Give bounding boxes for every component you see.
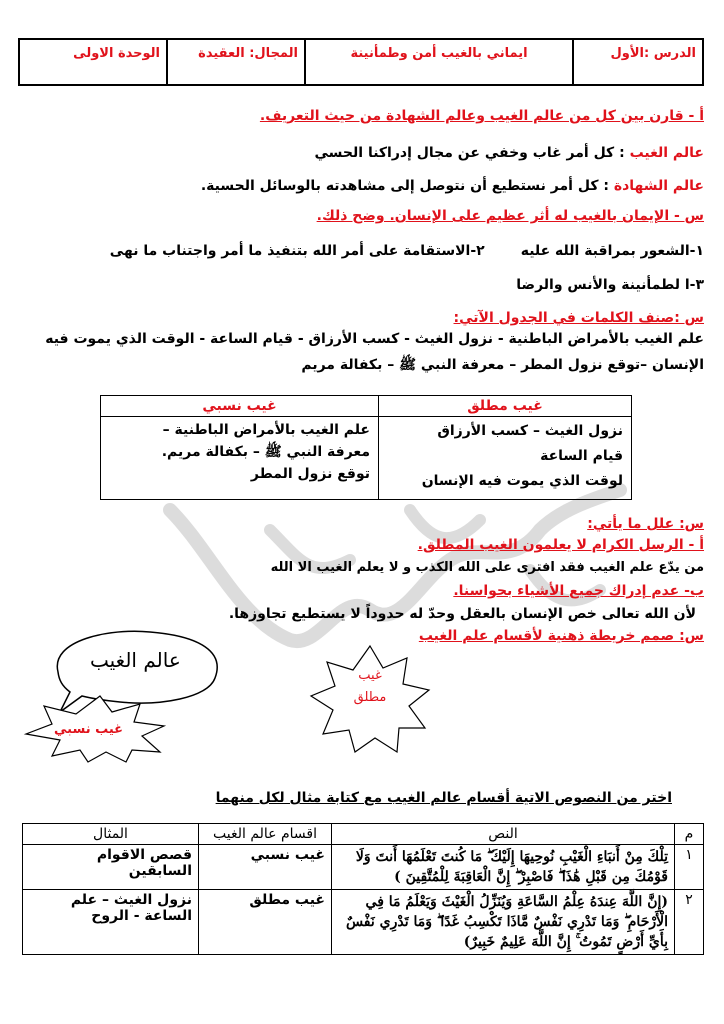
- effect-2: ٢-الاستقامة على أمر الله بتنفيذ ما أمر واجتناب ما نهى: [109, 243, 485, 259]
- q4-a-label: أ - الرسل الكرام لا يعلمون الغيب المطلق.: [417, 537, 704, 553]
- relative-ghayb-header: غيب نسبي: [101, 396, 379, 417]
- table-row: [23, 845, 704, 890]
- col-type-header: اقسام عالم الغيب: [199, 824, 332, 845]
- row-example: نزول الغيث – علم الساعة - الروح: [23, 890, 199, 955]
- absolute-ghayb-header: غيب مطلق: [379, 396, 632, 417]
- lesson-header: [18, 38, 704, 86]
- q2-row-1: [110, 243, 704, 259]
- shahada-label: عالم الشهادة: [613, 178, 704, 194]
- q3-question: س :صنف الكلمات في الجدول الآتي:: [453, 310, 704, 326]
- effect-3: ٣-ا لطمأنينة والأنس والرضا: [516, 277, 704, 293]
- col-number-header: م: [675, 824, 704, 845]
- col-text-header: النص: [332, 824, 675, 845]
- q3-words-line-1: علم الغيب بالأمراض الباطنية - نزول الغيث - كسب الأرزاق - قيام الساعة - الوقت الذي يموت فيه: [45, 331, 704, 347]
- row-text: تِلْكَ مِنْ أَنبَاءِ الْغَيْبِ نُوحِيهَا إِلَيْكَ ۖ مَا كُنتَ تَعْلَمُهَا أَنتَ وَلَا قَوْمُكَ مِن قَبْلِ هَٰذَا ۖ فَاصْبِرْ ۖ إِنَّ الْعَاقِبَةَ لِلْمُتَّقِينَ ): [332, 845, 675, 890]
- effect-1: ١-الشعور بمراقبة الله عليه: [520, 243, 704, 259]
- q2-question: س - الإيمان بالغيب له أثر عظيم على الإنسان. وضح ذلك.: [316, 208, 704, 224]
- relative-item: علم الغيب بالأمراض الباطنية –: [162, 422, 370, 438]
- lesson-number: الدرس :الأول: [572, 40, 702, 84]
- absolute-item: قيام الساعة: [540, 448, 623, 464]
- absolute-item: نزول الغيث – كسب الأرزاق: [437, 423, 623, 439]
- absolute-ghayb-cell: [379, 417, 632, 500]
- ghayb-definition: : كل أمر غاب وخفي عن مجال إدراكنا الحسي: [314, 145, 630, 161]
- lesson-unit: الوحدة الاولى: [73, 46, 160, 61]
- relative-item: معرفة النبي ﷺ – بكفالة مريم.: [161, 444, 370, 460]
- row-type: غيب نسبي: [199, 845, 332, 890]
- q6-question: اختر من النصوص الاتية أقسام عالم الغيب مع كتابة مثال لكل منهما: [215, 790, 672, 806]
- shahada-definition: : كل أمر نستطيع أن نتوصل إلى مشاهدته بالوسائل الحسية.: [200, 178, 614, 194]
- table-row: [23, 890, 704, 955]
- absolute-item: لوقت الذي يموت فيه الإنسان: [421, 473, 623, 489]
- mindmap-relative-label: غيب نسبي: [54, 722, 124, 737]
- row-text: (إِنَّ اللَّهَ عِندَهُ عِلْمُ السَّاعَةِ وَيُنَزِّلُ الْغَيْثَ وَيَعْلَمُ مَا فِي الْأَرْحَامِ ۖ وَمَا تَدْرِي نَفْسٌ مَّاذَا تَكْسِبُ غَدًا ۖ وَمَا تَدْرِي نَفْسٌ بِأَيِّ أَرْضٍ تَمُوتُ ۚ إِنَّ اللَّهَ عَلِيمٌ خَبِيرٌ): [332, 890, 675, 955]
- lesson-domain: المجال: العقيدة: [166, 40, 304, 84]
- col-example-header: المثال: [23, 824, 199, 845]
- quran-texts-table: [22, 823, 704, 955]
- row-type: غيب مطلق: [199, 890, 332, 955]
- row-example: قصص الاقوام السابقين: [23, 845, 199, 890]
- mindmap-center-label: عالم الغيب: [90, 648, 181, 672]
- lesson-title: ايماني بالغيب أمن وطمأنينة: [304, 40, 572, 84]
- q4-a-answer: من يدّع علم الغيب فقد افترى على الله الكذب و لا يعلم الغيب الا الله: [270, 560, 704, 575]
- classification-table: [100, 395, 632, 500]
- row-number: ٢: [675, 890, 704, 955]
- q3-words-line-2: الإنسان –توقع نزول المطر – معرفة النبي ﷺ – بكفالة مريم: [301, 357, 704, 373]
- q4-question: س: علل ما يأتي:: [587, 516, 704, 532]
- q1-question: أ - قارن بين كل من عالم الغيب وعالم الشهادة من حيث التعريف.: [259, 108, 704, 124]
- mindmap-absolute-label-1: غيب: [358, 668, 382, 683]
- q1-shahada-row: [201, 178, 704, 194]
- q5-question: س: صمم خريطة ذهنية لأقسام علم الغيب: [418, 628, 704, 644]
- mindmap-absolute-label-2: مطلق: [353, 690, 387, 705]
- relative-ghayb-cell: [101, 417, 379, 500]
- q4-b-label: ب- عدم إدراك جميع الأشياء بحواسنا.: [453, 583, 704, 599]
- q4-b-answer: لأن الله تعالى خص الإنسان بالعقل وحدّ له حدوداً لا يستطيع تجاوزها.: [228, 606, 696, 622]
- q1-ghayb-row: [315, 145, 704, 161]
- row-number: ١: [675, 845, 704, 890]
- relative-item: توقع نزول المطر: [250, 466, 370, 482]
- ghayb-label: عالم الغيب: [629, 145, 704, 161]
